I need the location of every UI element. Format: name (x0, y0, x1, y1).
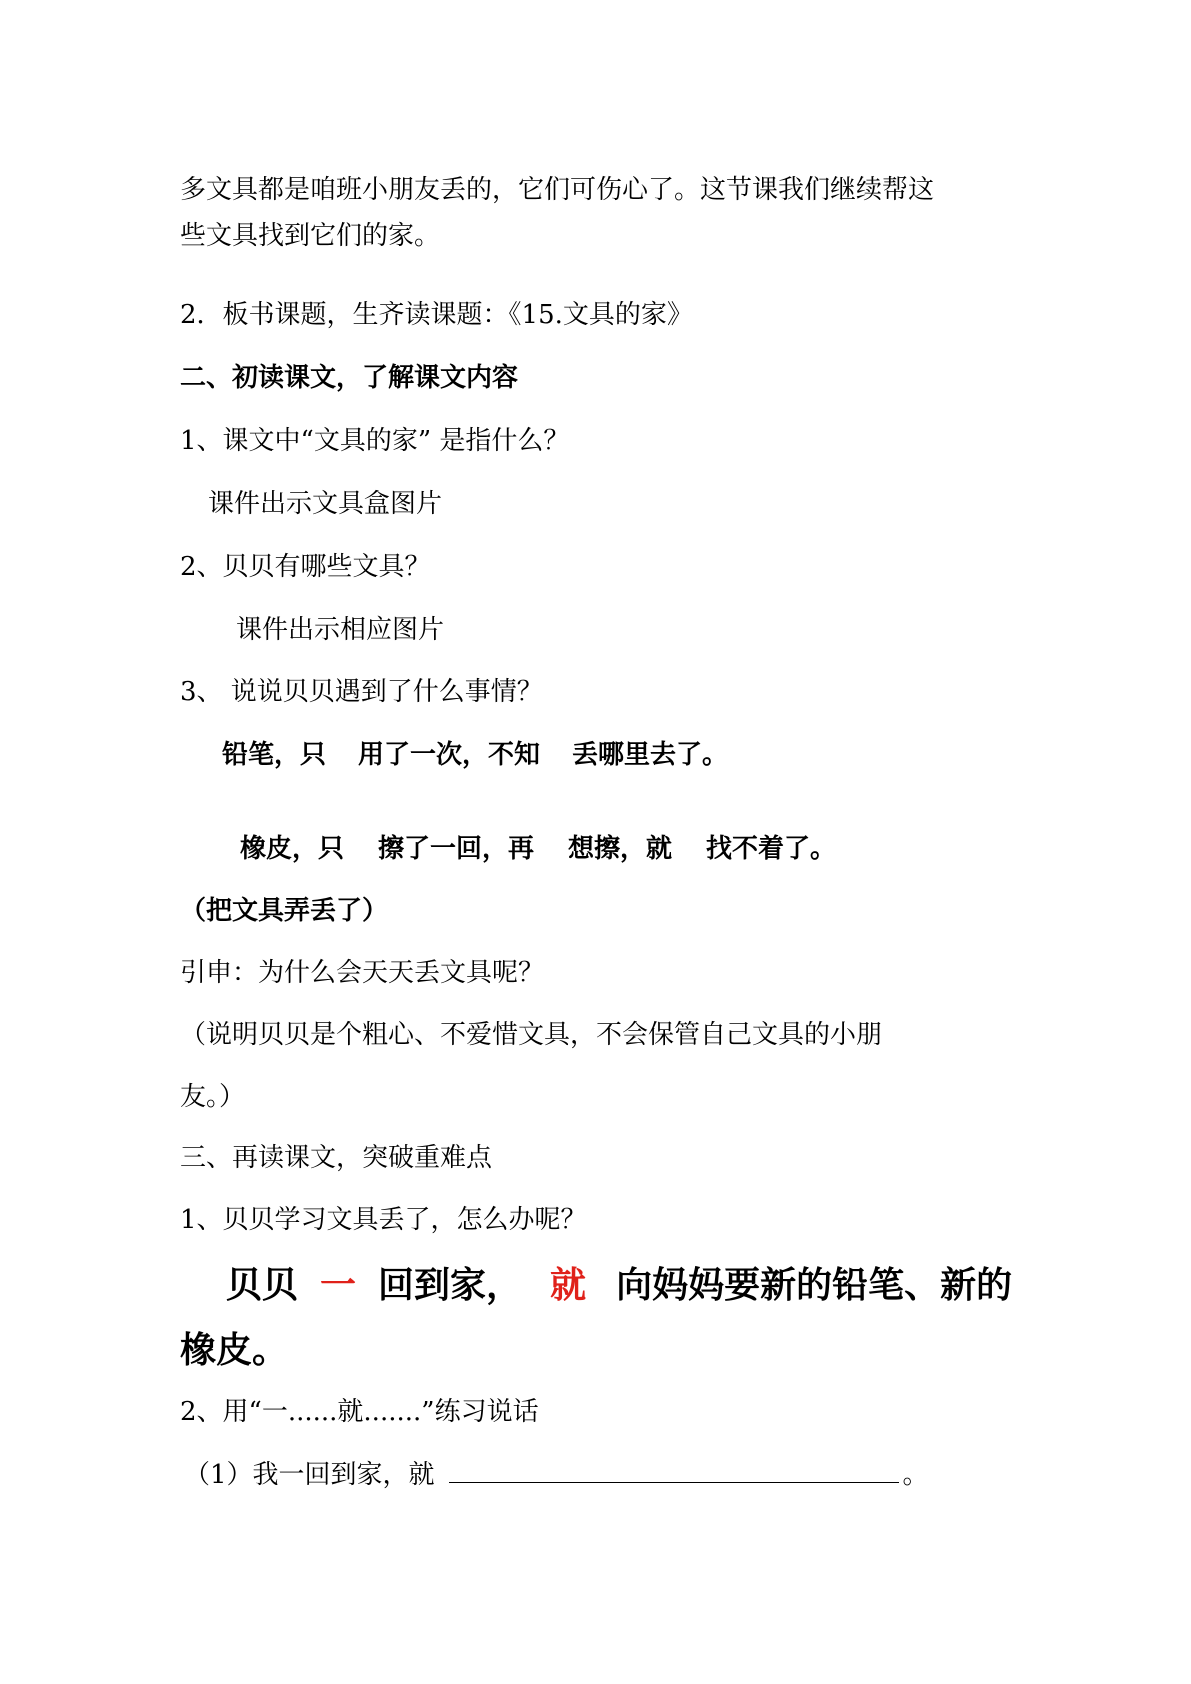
key-sentence: 贝贝 一 回到家， 就 向妈妈要新的铅笔、新的 (226, 1265, 1013, 1306)
courseware-note: 课件出示文具盒图片 (208, 489, 443, 519)
exercise-item: （1）我一回到家，就 。 (184, 1456, 929, 1492)
eraser-sentence: 橡皮，只 擦了一回，再 想擦，就 找不着了。 (240, 834, 837, 864)
explanation-line: （说明贝贝是个粗心、不爱惜文具，不会保管自己文具的小朋 (180, 1020, 883, 1050)
question-line: 1、课文中“文具的家” 是指什么？ (180, 426, 570, 456)
explanation-line: 友。） (180, 1082, 246, 1112)
extension-question: 引申：为什么会天天丢文具呢？ (180, 958, 545, 988)
key-sentence-continued: 橡皮。 (180, 1330, 289, 1371)
section-heading: 二、初读课文，了解课文内容 (180, 363, 519, 393)
exercise-instruction: 2、用“一......就.......”练习说话 (180, 1397, 539, 1427)
answer-note: （把文具弄丢了） (180, 896, 389, 926)
highlight-word: 就 (550, 1265, 587, 1306)
question-line: 1、贝贝学习文具丢了，怎么办呢？ (180, 1205, 587, 1235)
courseware-note: 课件出示相应图片 (236, 615, 445, 645)
paragraph-line: 多文具都是咱班小朋友丢的，它们可伤心了。这节课我们继续帮这 (180, 175, 935, 205)
highlight-word: 一 (320, 1265, 357, 1306)
lesson-title-line: 2．板书课题，生齐读课题：《15.文具的家》 (180, 300, 693, 330)
question-line: 3、 说说贝贝遇到了什么事情？ (180, 677, 543, 707)
pencil-sentence: 铅笔，只 用了一次，不知 丢哪里去了。 (222, 740, 729, 770)
paragraph-line: 些文具找到它们的家。 (180, 221, 441, 251)
section-heading: 三、再读课文，突破重难点 (180, 1143, 493, 1173)
fill-in-blank[interactable] (449, 1456, 899, 1483)
question-line: 2、贝贝有哪些文具？ (180, 552, 431, 582)
